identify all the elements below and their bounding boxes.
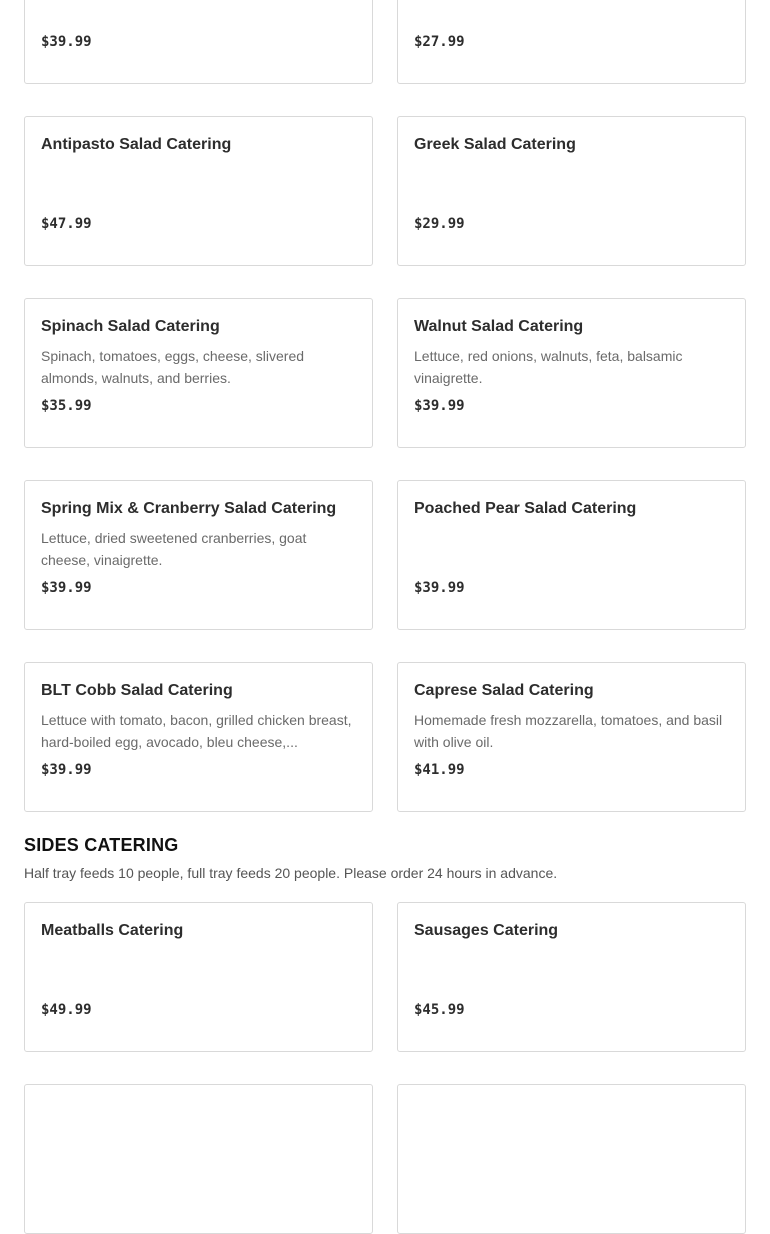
item-price: $39.99 <box>414 398 465 414</box>
item-price: $47.99 <box>41 216 92 232</box>
item-title: BLT Cobb Salad Catering <box>41 682 233 699</box>
item-title: Antipasto Salad Catering <box>41 136 232 153</box>
menu-item-card[interactable] <box>397 0 746 84</box>
item-price: $45.99 <box>414 1002 465 1018</box>
item-price: $39.99 <box>41 762 92 778</box>
menu-item-card[interactable] <box>24 116 373 266</box>
item-price: $29.99 <box>414 216 465 232</box>
item-price: $27.99 <box>414 34 465 50</box>
menu-item-card[interactable] <box>397 116 746 266</box>
menu-item-card[interactable] <box>24 662 373 812</box>
menu-item-card[interactable] <box>397 1084 746 1234</box>
item-title: Meatballs Catering <box>41 922 184 939</box>
item-title: Caprese Salad Catering <box>414 682 594 699</box>
item-title: Sausages Catering <box>414 922 559 939</box>
item-description: Lettuce, red onions, walnuts, feta, balsamic vinaigrette. <box>414 348 683 386</box>
menu-item-card[interactable] <box>397 662 746 812</box>
item-description: Homemade fresh mozzarella, tomatoes, and basil with olive oil. <box>414 712 723 750</box>
menu-item-card[interactable] <box>24 1084 373 1234</box>
menu-item-card[interactable] <box>397 480 746 630</box>
item-price: $49.99 <box>41 1002 92 1018</box>
menu-item-card[interactable] <box>24 480 373 630</box>
menu-item-card[interactable] <box>24 298 373 448</box>
item-price: $39.99 <box>41 580 92 596</box>
item-price: $41.99 <box>414 762 465 778</box>
item-title: Poached Pear Salad Catering <box>414 500 637 517</box>
menu-item-card[interactable] <box>397 298 746 448</box>
item-price: $35.99 <box>41 398 92 414</box>
menu-item-card[interactable] <box>24 902 373 1052</box>
menu-item-card[interactable] <box>24 0 373 84</box>
item-description: Lettuce with tomato, bacon, grilled chicken breast, hard-boiled egg, avocado, bleu cheese,... <box>41 712 352 750</box>
section-subtitle: Half tray feeds 10 people, full tray feeds 20 people. Please order 24 hours in advance. <box>24 865 558 881</box>
item-price: $39.99 <box>414 580 465 596</box>
item-description: Lettuce, dried sweetened cranberries, goat cheese, vinaigrette. <box>41 530 307 568</box>
item-title: Spinach Salad Catering <box>41 318 220 335</box>
item-price: $39.99 <box>41 34 92 50</box>
section-title: SIDES CATERING <box>24 835 179 855</box>
menu-item-card[interactable] <box>397 902 746 1052</box>
item-title: Greek Salad Catering <box>414 136 576 153</box>
item-title: Spring Mix & Cranberry Salad Catering <box>41 500 337 517</box>
item-title: Walnut Salad Catering <box>414 318 584 335</box>
item-description: Spinach, tomatoes, eggs, cheese, slivered almonds, walnuts, and berries. <box>41 348 305 386</box>
